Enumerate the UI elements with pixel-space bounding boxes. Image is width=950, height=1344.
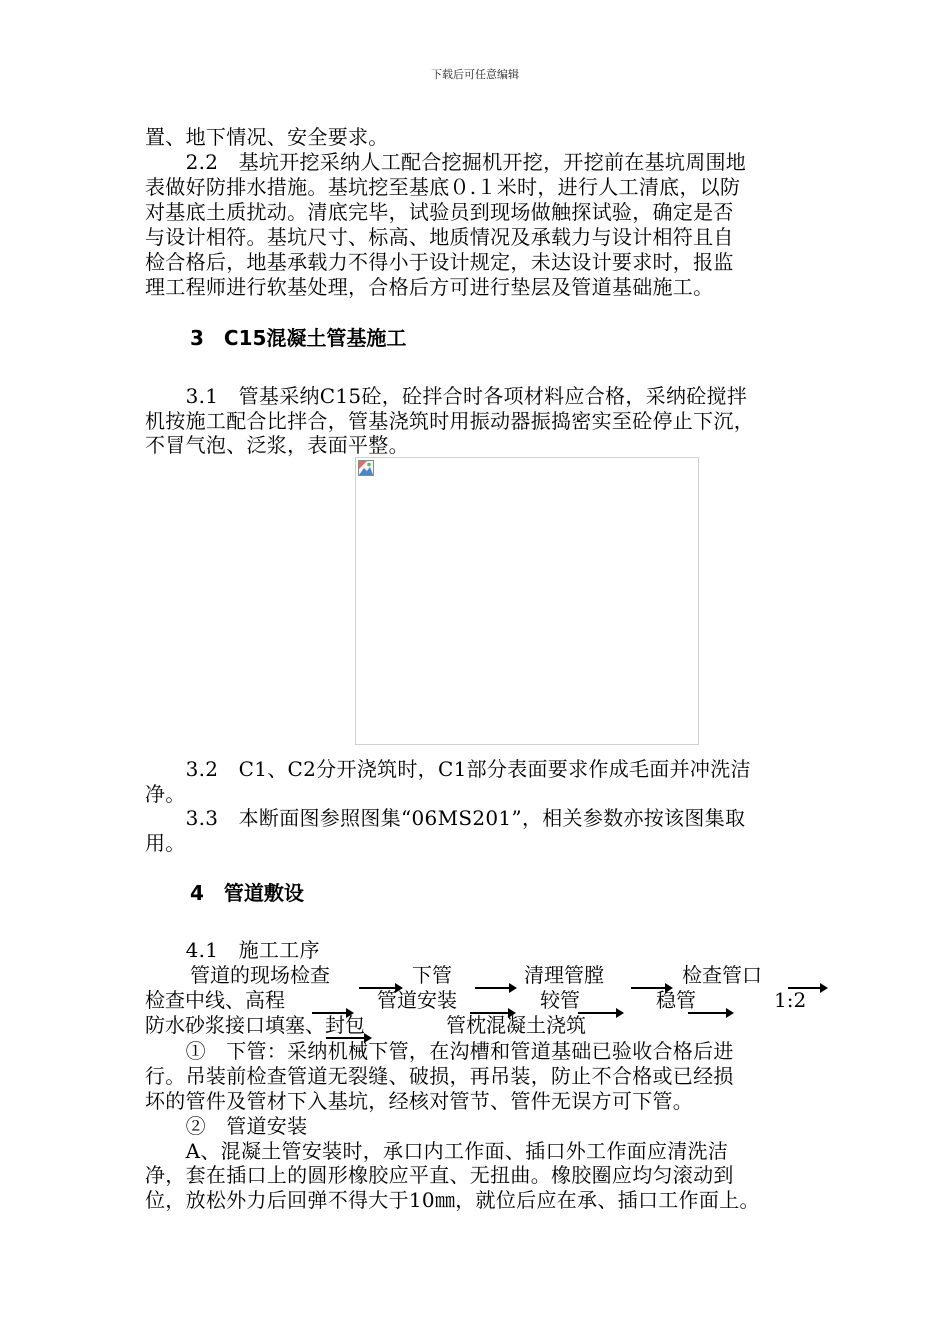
flow-step: 稳管 bbox=[656, 988, 696, 1012]
paragraph-line: 置、地下情况、安全要求。 bbox=[145, 125, 389, 149]
flow-step: 管枕混凝土浇筑 bbox=[446, 1013, 586, 1037]
section-heading: 3 C15混凝土管基施工 bbox=[190, 326, 407, 350]
page-header-note: 下载后可任意编辑 bbox=[431, 68, 519, 81]
figure-placeholder bbox=[355, 457, 699, 745]
paragraph-line: 净，套在插口上的圆形橡胶应平直、无扭曲。橡胶圈应均匀滚动到 bbox=[145, 1163, 734, 1187]
paragraph-line: 机按施工配合比拌合，管基浇筑时用振动器振捣密实至砼停止下沉， bbox=[145, 409, 754, 433]
flow-step: 下管 bbox=[412, 963, 452, 987]
flow-step: 较管 bbox=[540, 988, 580, 1012]
flow-step: 清理管膛 bbox=[524, 963, 604, 987]
paragraph-line: 3.1 管基采纳C15砼，砼拌合时各项材料应合格，采纳砼搅拌 bbox=[145, 384, 748, 408]
item-title: ② 管道安装 bbox=[145, 1114, 308, 1138]
paragraph-line: 不冒气泡、泛浆，表面平整。 bbox=[145, 433, 409, 457]
paragraph-line: 与设计相符。基坑尺寸、标高、地质情况及承载力与设计相符且自 bbox=[145, 225, 734, 249]
flow-step: 1:2 bbox=[774, 988, 807, 1012]
paragraph-line: 3.2 C1、C2分开浇筑时，C1部分表面要求作成毛面并冲洗洁 bbox=[145, 757, 751, 781]
flow-step: 检查管口 bbox=[682, 963, 762, 987]
paragraph-line: ① 下管：采纳机械下管，在沟槽和管道基础已验收合格后进 bbox=[145, 1039, 734, 1063]
paragraph-line: 坏的管件及管材下入基坑，经核对管节、管件无误方可下管。 bbox=[145, 1089, 694, 1113]
section-heading: 4 管道敷设 bbox=[190, 881, 304, 905]
subheading: 4.1 施工工序 bbox=[145, 938, 320, 962]
broken-image-icon bbox=[358, 460, 374, 476]
paragraph-line: A、混凝土管安装时，承口内工作面、插口外工作面应清洗洁 bbox=[145, 1139, 729, 1163]
paragraph-line: 用。 bbox=[145, 831, 186, 855]
flow-step: 检查中线、高程 bbox=[145, 988, 285, 1012]
flow-arrow bbox=[475, 987, 515, 989]
paragraph-line: 位，放松外力后回弹不得大于10㎜，就位后应在承、插口工作面上。 bbox=[145, 1188, 760, 1212]
paragraph-line: 行。吊装前检查管道无裂缝、破损，再吊装，防止不合格或已经损 bbox=[145, 1064, 734, 1088]
paragraph-line: 理工程师进行软基处理，合格后方可进行垫层及管道基础施工。 bbox=[145, 275, 714, 299]
flow-arrow bbox=[688, 1012, 732, 1014]
flow-step: 管道的现场检查 bbox=[190, 963, 330, 987]
paragraph-line: 2.2 基坑开挖采纳人工配合挖掘机开挖，开挖前在基坑周围地 bbox=[145, 150, 747, 174]
paragraph-line: 检合格后，地基承载力不得小于设计规定，未达设计要求时，报监 bbox=[145, 250, 734, 274]
flow-step: 防水砂浆接口填塞、封包 bbox=[145, 1013, 365, 1037]
paragraph-line: 3.3 本断面图参照图集“06MS201”，相关参数亦按该图集取 bbox=[145, 806, 746, 830]
paragraph-line: 净。 bbox=[145, 782, 186, 806]
flow-step: 管道安装 bbox=[377, 988, 457, 1012]
paragraph-line: 对基底土质扰动。清底完毕，试验员到现场做触探试验，确定是否 bbox=[145, 200, 734, 224]
paragraph-line: 表做好防排水措施。基坑挖至基底０.１米时，进行人工清底，以防 bbox=[145, 175, 741, 199]
